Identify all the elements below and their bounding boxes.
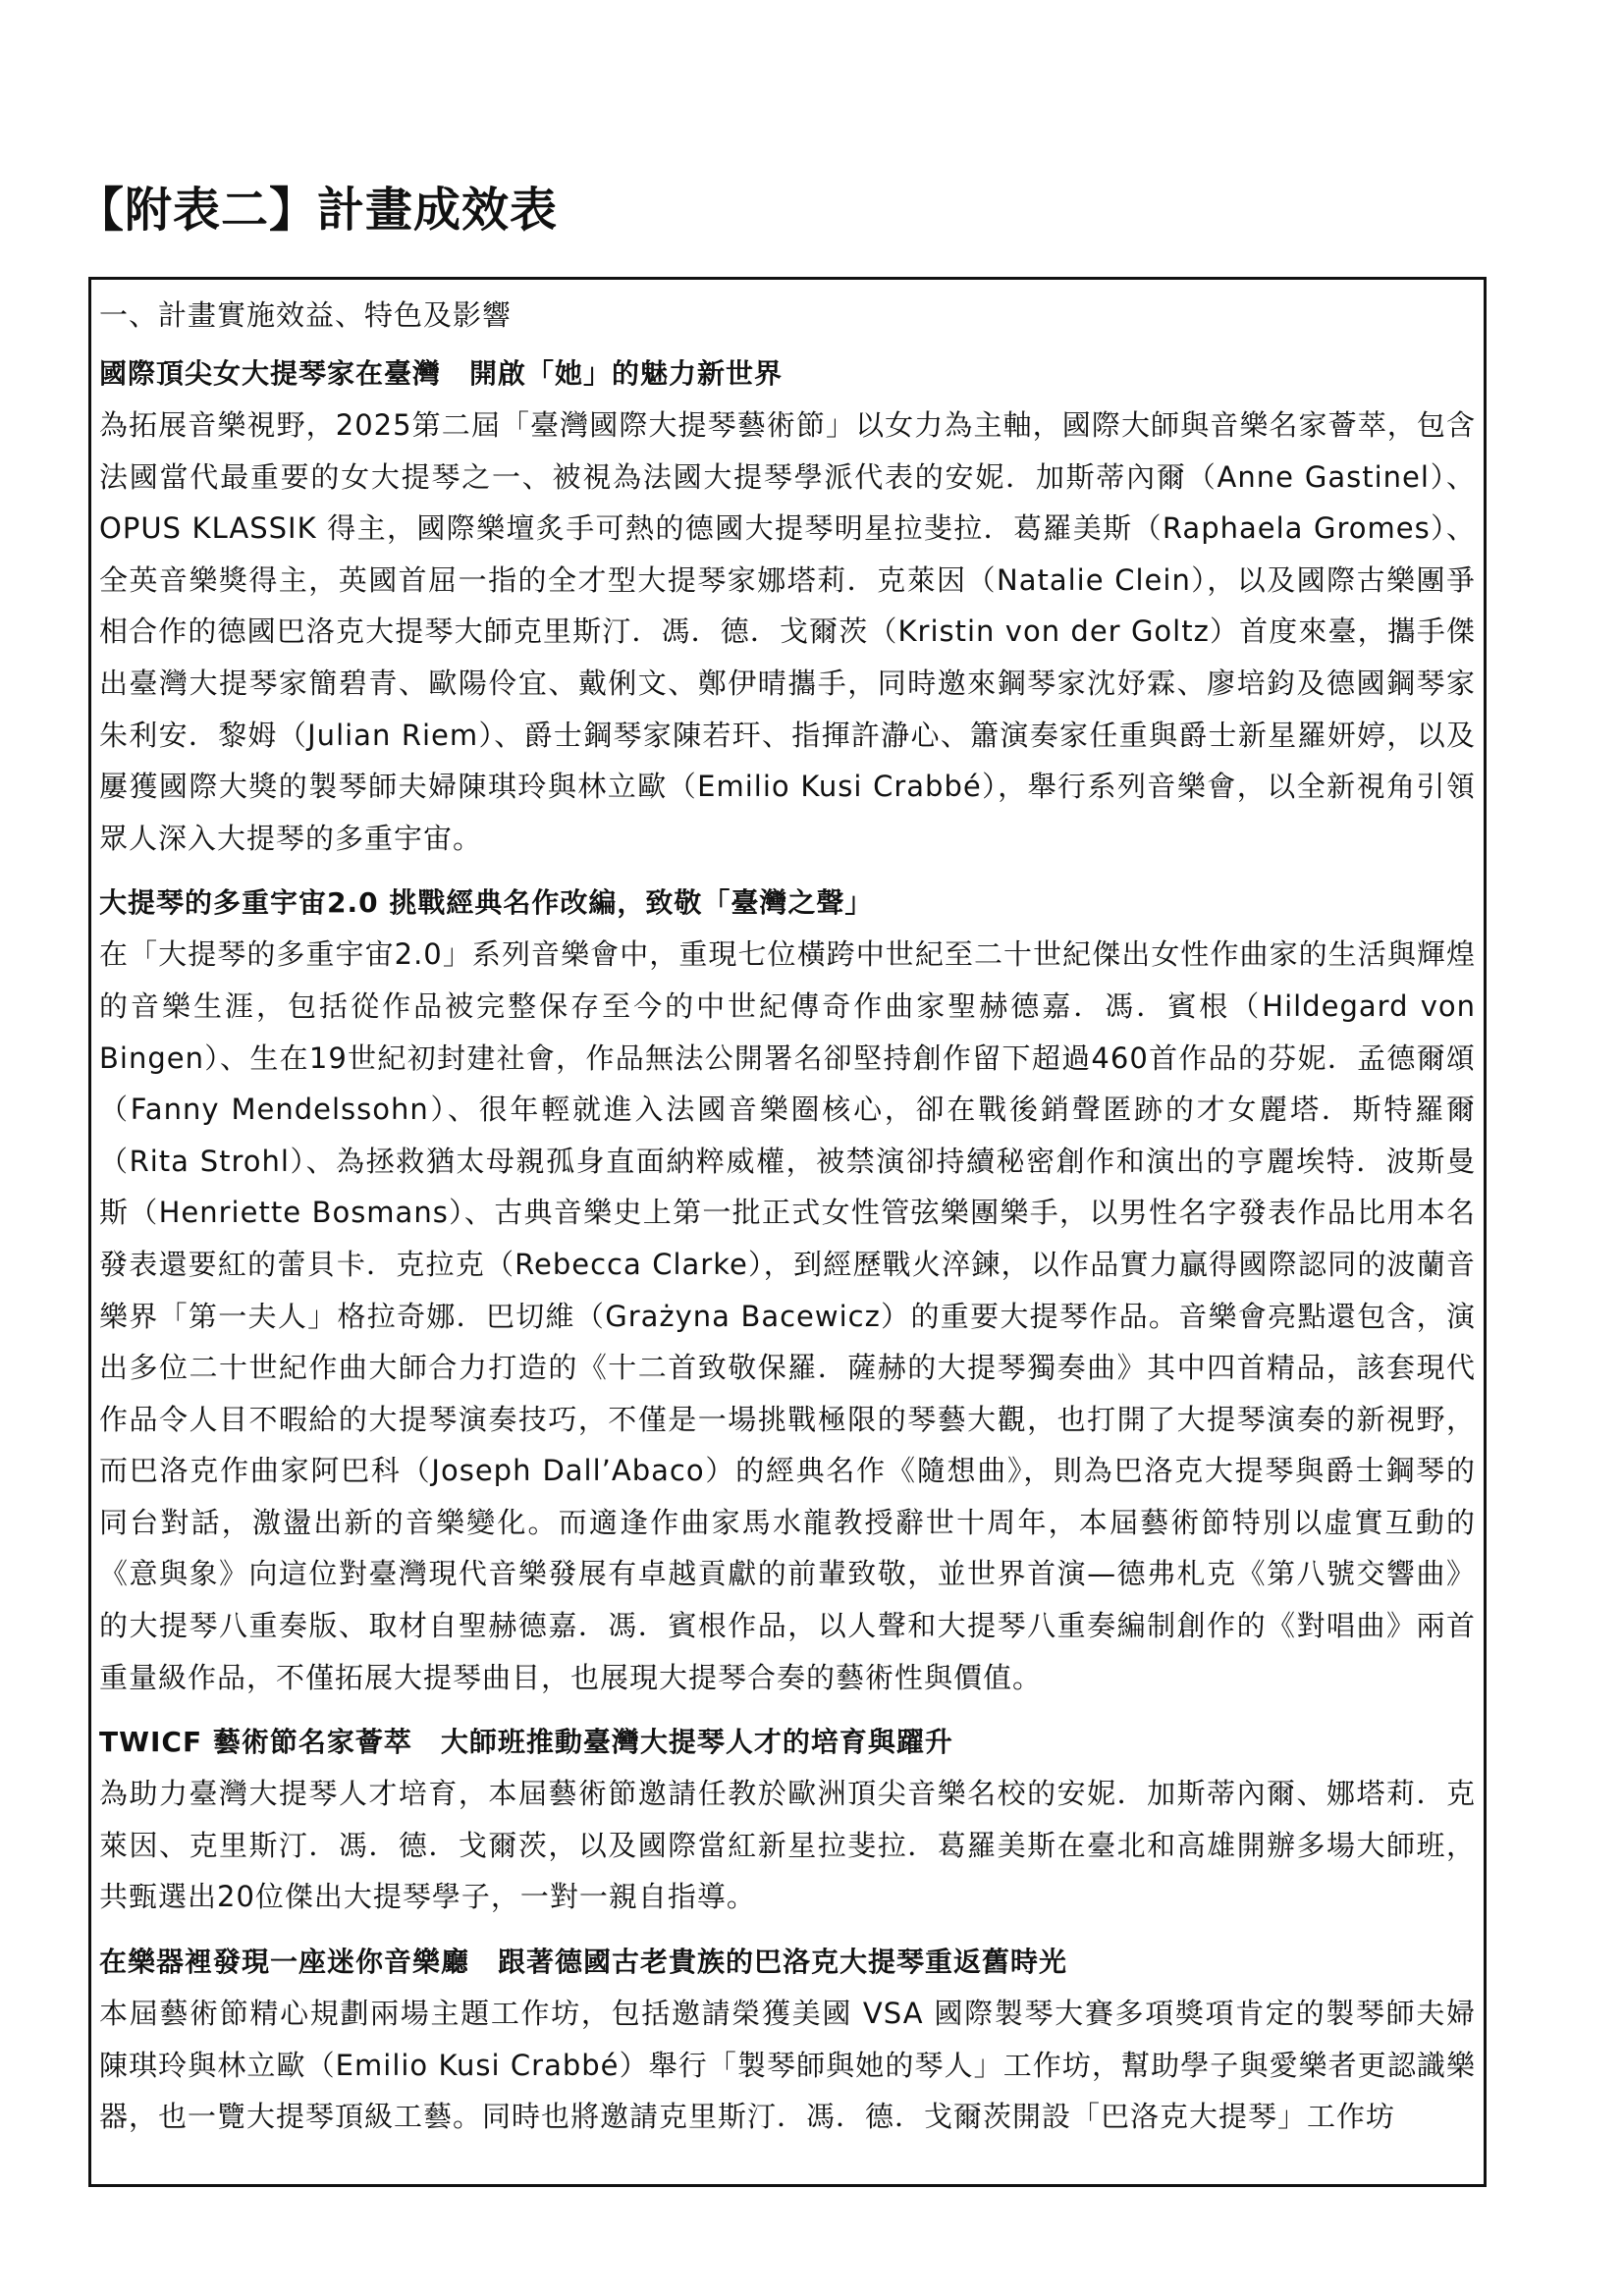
section-label: 一、計畫實施效益、特色及影響 [99, 298, 513, 332]
section-body-female-cellists: 為拓展音樂視野，2025第二屆「臺灣國際大提琴藝術節」以女力為主軸，國際大師與音樂名家薈萃，包含法國當代最重要的女大提琴之一、被視為法國大提琴學派代表的安妮．加斯蒂內爾（Anne Gastinel）、OPUS KLASSIK 得主，國際樂壇炙手可熱的德國大提琴明星拉斐拉．葛羅美斯（Raphaela Gromes）、全英音樂獎得主，英國首屈一指的全才型大提琴家娜塔莉．克萊因（Natalie Clein），以及國際古樂團爭相合作的德國巴洛克大提琴大師克里斯汀．馮．德．戈爾茨（Kristin von der Goltz）首度來臺，攜手傑出臺灣大提琴家簡碧青、歐陽伶宜、戴俐文、鄭伊晴攜手，同時邀來鋼琴家沈妤霖、廖培鈞及德國鋼琴家朱利安．黎姆（Julian Riem）、爵士鋼琴家陳若玕、指揮許瀞心、簫演奏家任重與爵士新星羅妍婷，以及屢獲國際大獎的製琴師夫婦陳琪玲與林立歐（Emilio Kusi Crabbé），舉行系列音樂會，以全新視角引領眾人深入大提琴的多重宇宙。 [99, 408, 1476, 855]
page-title: 【附表二】計畫成效表 [77, 183, 559, 239]
section-body-multiverse: 在「大提琴的多重宇宙2.0」系列音樂會中，重現七位橫跨中世紀至二十世紀傑出女性作曲家的生活與輝煌的音樂生涯，包括從作品被完整保存至今的中世紀傳奇作曲家聖赫德嘉．馮．賓根（Hildegard von Bingen）、生在19世紀初封建社會，作品無法公開署名卻堅持創作留下超過460首作品的芬妮．孟德爾頌（Fanny Mendelssohn）、很年輕就進入法國音樂圈核心，卻在戰後銷聲匿跡的才女麗塔．斯特羅爾（Rita Strohl）、為拯救猶太母親孤身直面納粹威權，被禁演卻持續秘密創作和演出的亨麗埃特．波斯曼斯（Henriette Bosmans）、古典音樂史上第一批正式女性管弦樂團樂手，以男性名字發表作品比用本名發表還要紅的蕾貝卡．克拉克（Rebecca Clarke），到經歷戰火淬鍊，以作品實力贏得國際認同的波蘭音樂界「第一夫人」格拉奇娜．巴切維（Grażyna Bacewicz）的重要大提琴作品。音樂會亮點還包含，演出多位二十世紀作曲大師合力打造的《十二首致敬保羅．薩赫的大提琴獨奏曲》其中四首精品，該套現代作品令人目不暇給的大提琴演奏技巧，不僅是一場挑戰極限的琴藝大觀，也打開了大提琴演奏的新視野，而巴洛克作曲家阿巴科（Joseph Dall’Abaco）的經典名作《隨想曲》，則為巴洛克大提琴與爵士鋼琴的同台對話，激盪出新的音樂變化。而適逢作曲家馬水龍教授辭世十周年，本屆藝術節特別以虛實互動的《意與象》向這位對臺灣現代音樂發展有卓越貢獻的前輩致敬，並世界首演—德弗札克《第八號交響曲》的大提琴八重奏版、取材自聖赫德嘉．馮．賓根作品，以人聲和大提琴八重奏編制創作的《對唱曲》兩首重量級作品，不僅拓展大提琴曲目，也展現大提琴合奏的藝術性與價值。 [99, 937, 1476, 1694]
section-heading-workshop: 在樂器裡發現一座迷你音樂廳 跟著德國古老貴族的巴洛克大提琴重返舊時光 [99, 1946, 1068, 1979]
section-heading-female-cellists: 國際頂尖女大提琴家在臺灣 開啟「她」的魅力新世界 [99, 357, 784, 390]
content-box [88, 277, 1487, 2187]
section-heading-multiverse: 大提琴的多重宇宙2.0 挑戰經典名作改編，致敬「臺灣之聲」 [99, 886, 874, 920]
section-body-masterclass: 為助力臺灣大提琴人才培育，本屆藝術節邀請任教於歐洲頂尖音樂名校的安妮．加斯蒂內爾、娜塔莉．克萊因、克里斯汀．馮．德．戈爾茨，以及國際當紅新星拉斐拉．葛羅美斯在臺北和高雄開辦多場大師班，共甄選出20位傑出大提琴學子，一對一親自指導。 [99, 1777, 1476, 1914]
section-heading-masterclass: TWICF 藝術節名家薈萃 大師班推動臺灣大提琴人才的培育與躍升 [99, 1726, 953, 1759]
section-body-workshop: 本屆藝術節精心規劃兩場主題工作坊，包括邀請榮獲美國 VSA 國際製琴大賽多項獎項肯定的製琴師夫婦陳琪玲與林立歐（Emilio Kusi Crabbé）舉行「製琴師與她的琴人」工作坊，幫助學子與愛樂者更認識樂器，也一覽大提琴頂級工藝。同時也將邀請克里斯汀．馮．德．戈爾茨開設「巴洛克大提琴」工作坊 [99, 1997, 1476, 2134]
